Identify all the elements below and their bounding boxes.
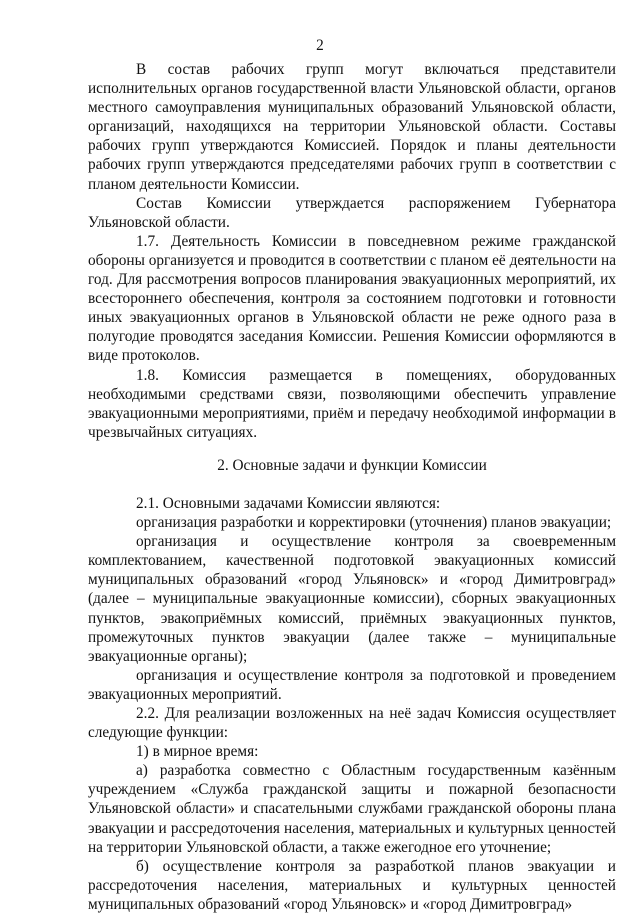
paragraph: 2.1. Основными задачами Комиссии являются:: [136, 494, 441, 512]
paragraph: 1.8. Комиссия размещается в помещениях, оборудованных необходимыми средствами связи, позволяющими обеспечить управление эвакуационными мероприятиями, приём и передачу необходимой информации в чрезвычайных ситуациях.: [88, 366, 616, 441]
document-body: [88, 60, 616, 914]
paragraph: организация и осуществление контроля за подготовкой и проведением эвакуационных мероприятий.: [88, 666, 616, 703]
page-number: 2: [316, 37, 324, 54]
paragraph: Состав Комиссии утверждается распоряжением Губернатора Ульяновской области.: [88, 194, 616, 231]
paragraph: 1.7. Деятельность Комиссии в повседневном режиме гражданской обороны организуется и проводится в соответствии с планом её деятельности на год. Для рассмотрения вопросов планирования эвакуационных мероприятий, их всестороннего обеспечения, контроля за состоянием подготовки и готовности иных эвакуационных органов в Ульяновской области не реже одного раза в полугодие проводятся заседания Комиссии. Решения Комиссии оформляются в виде протоколов.: [88, 232, 616, 365]
paragraph: организация разработки и корректировки (уточнения) планов эвакуации;: [136, 514, 612, 532]
paragraph: организация и осуществление контроля за своевременным комплектованием, качественной подготовкой эвакуационных комиссий муниципальных образований «город Ульяновск» и «город Димитровград» (далее – муниципальные эвакуационные комиссии), сборных эвакуационных пунктов, эвакоприёмных комиссий, приёмных эвакуационных пунктов, промежуточных пунктов эвакуации (далее также – муниципальные эвакуационные органы);: [88, 533, 616, 665]
paragraph: 2.2. Для реализации возложенных на неё задач Комиссия осуществляет следующие функции:: [88, 705, 616, 742]
paragraph: б) осуществление контроля за разработкой планов эвакуации и рассредоточения населения, материальных и культурных ценностей муниципальных образований «город Ульяновск» и «город Димитровград»: [88, 857, 616, 913]
paragraph: 1) в мирное время:: [136, 743, 259, 761]
section-heading: 2. Основные задачи и функции Комиссии: [217, 456, 487, 474]
paragraph: а) разработка совместно с Областным государственным казённым учреждением «Служба гражданской защиты и пожарной безопасности Ульяновской области» и спасательными службами гражданской обороны плана эвакуации и рассредоточения населения, материальных и культурных ценностей на территории Ульяновской области, а также ежегодное его уточнение;: [88, 762, 616, 856]
paragraph: В состав рабочих групп могут включаться представители исполнительных органов государственной власти Ульяновской области, органов местного самоуправления муниципальных образований Ульяновской области, организаций, находящихся на территории Ульяновской области. Составы рабочих групп утверждаются Комиссией. Порядок и планы деятельности рабочих групп утверждаются председателями рабочих групп в соответствии с планом деятельности Комиссии.: [88, 61, 616, 193]
